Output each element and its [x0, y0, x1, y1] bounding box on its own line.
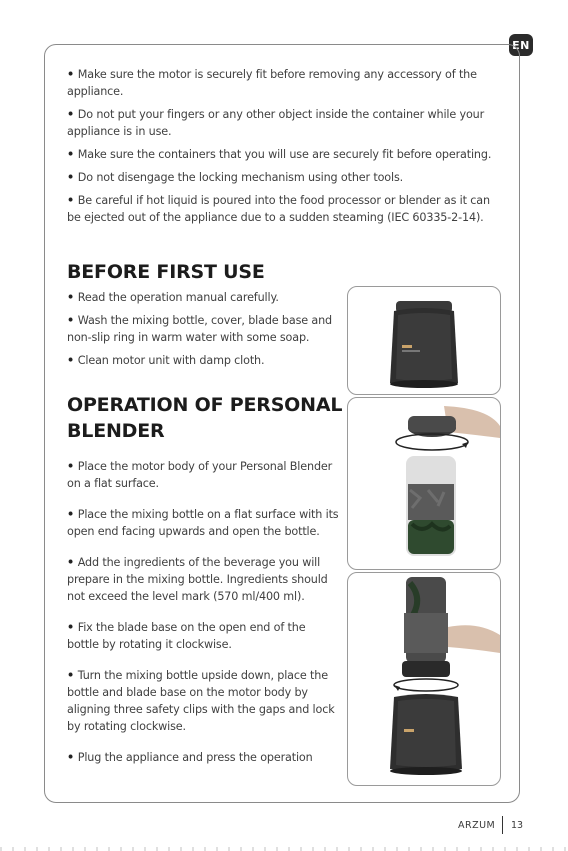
list-item: • Read the operation manual carefully.	[67, 289, 339, 306]
warning-item: • Make sure the containers that you will use are securely fit before operating.	[67, 146, 499, 163]
list-item: • Place the motor body of your Personal Blender on a flat surface.	[67, 458, 339, 492]
list-item: • Wash the mixing bottle, cover, blade base and non-slip ring in warm water with some soap.	[67, 312, 339, 346]
warning-item: • Be careful if hot liquid is poured into the food processor or blender as it can be ejected out of the appliance due to a sudden steaming (IEC 60335-2-14).	[67, 192, 499, 226]
warning-item: • Do not put your fingers or any other object inside the container while your appliance is in use.	[67, 106, 499, 140]
operation-heading: OPERATION OF PERSONAL BLENDER	[67, 394, 343, 442]
language-badge: EN	[509, 34, 533, 56]
operation-list	[67, 458, 339, 780]
bottom-dotted-line	[0, 847, 568, 851]
footer-divider	[502, 816, 503, 834]
page-number: 13	[511, 820, 524, 831]
bottle-opening-image	[347, 397, 501, 570]
bottle-on-motor-image	[347, 572, 501, 786]
list-item: • Place the mixing bottle on a flat surface with its open end facing upwards and open the bottle.	[67, 506, 339, 540]
motor-unit-image	[347, 286, 501, 395]
before-first-use-heading: BEFORE FIRST USE	[67, 261, 265, 283]
list-item: • Clean motor unit with damp cloth.	[67, 352, 339, 369]
warnings-list	[67, 66, 499, 232]
list-item: • Fix the blade base on the open end of the bottle by rotating it clockwise.	[67, 619, 339, 653]
footer-brand: ARZUM	[458, 820, 496, 831]
list-item: • Add the ingredients of the beverage you will prepare in the mixing bottle. Ingredients should not exceed the level mark (570 ml/400 ml).	[67, 554, 339, 605]
list-item: • Plug the appliance and press the operation	[67, 749, 339, 766]
warning-item: • Do not disengage the locking mechanism using other tools.	[67, 169, 499, 186]
list-item: • Turn the mixing bottle upside down, place the bottle and blade base on the motor body by aligning three safety clips with the gaps and lock by rotating clockwise.	[67, 667, 339, 735]
before-first-use-list	[67, 289, 339, 375]
warning-item: • Make sure the motor is securely fit before removing any accessory of the appliance.	[67, 66, 499, 100]
